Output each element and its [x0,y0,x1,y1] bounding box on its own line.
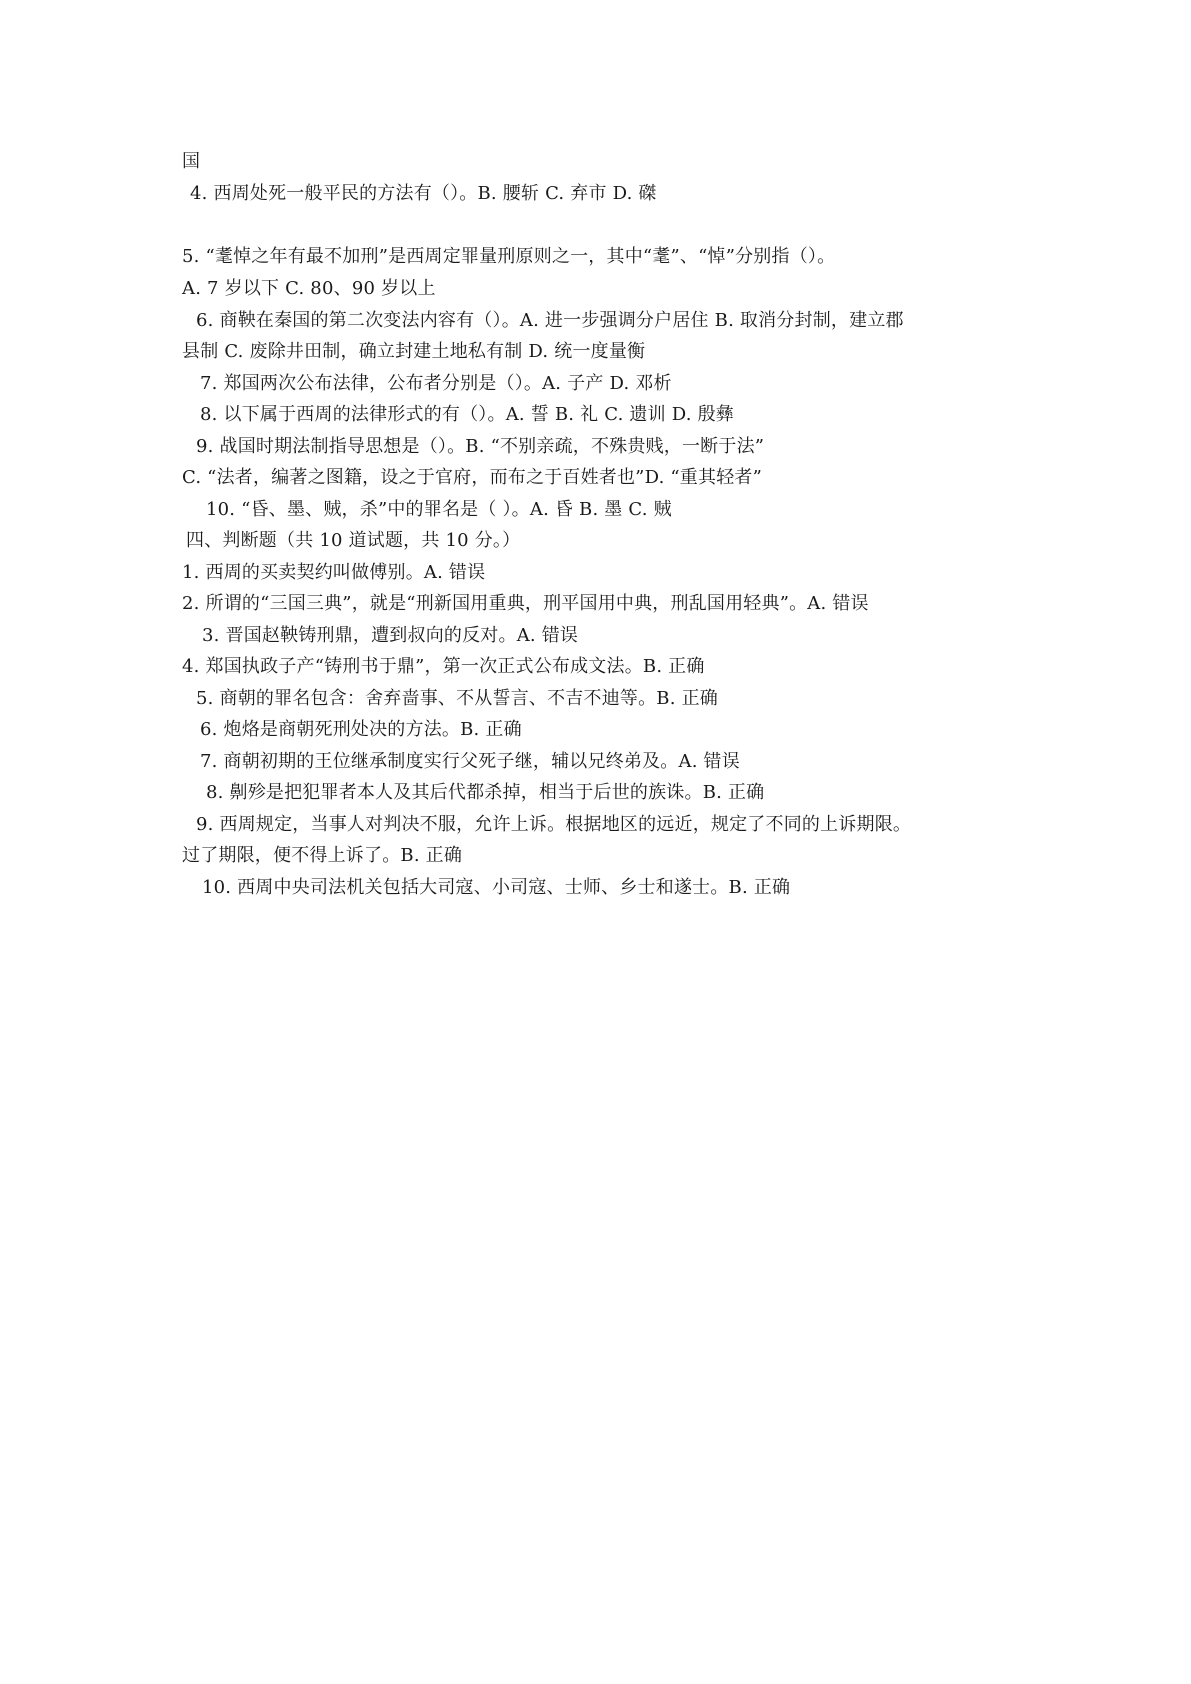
judgment-line: 8. 劓殄是把犯罪者本人及其后代都杀掉，相当于后世的族诛。B. 正确 [206,782,765,803]
question-continuation: C. “法者，编著之图籍，设之于官府，而布之于百姓者也”D. “重其轻者” [182,467,763,488]
section-heading: 四、判断题（共 10 道试题，共 10 分。） [186,530,521,551]
question-line: 10. “昏、墨、贼，杀”中的罪名是（ ）。A. 昏 B. 墨 C. 贼 [206,499,672,520]
judgment-line: 2. 所谓的“三国三典”，就是“刑新国用重典，刑平国用中典，刑乱国用轻典”。A. 错误 [182,593,869,614]
question-line: 6. 商鞅在秦国的第二次变法内容有（）。A. 进一步强调分户居住 B. 取消分封制，建立郡 [196,310,904,331]
judgment-line: 6. 炮烙是商朝死刑处决的方法。B. 正确 [200,719,522,740]
judgment-line: 5. 商朝的罪名包含：舍弃啬事、不从誓言、不吉不迪等。B. 正确 [196,688,718,709]
judgment-line: 9. 西周规定，当事人对判决不服，允许上诉。根据地区的远近，规定了不同的上诉期限。 [196,814,912,835]
question-continuation: 县制 C. 废除井田制，确立封建土地私有制 D. 统一度量衡 [182,341,646,362]
question-line: 7. 郑国两次公布法律，公布者分别是（）。A. 子产 D. 邓析 [200,373,672,394]
judgment-line: 3. 晋国赵鞅铸刑鼎，遭到叔向的反对。A. 错误 [202,625,579,646]
question-line: 9. 战国时期法制指导思想是（）。B. “不别亲疏，不殊贵贱，一断于法” [196,436,765,457]
judgment-line: 10. 西周中央司法机关包括大司寇、小司寇、士师、乡士和遂士。B. 正确 [202,877,791,898]
judgment-line: 7. 商朝初期的王位继承制度实行父死子继，辅以兄终弟及。A. 错误 [200,751,740,772]
question-line: 8. 以下属于西周的法律形式的有（）。A. 誓 B. 礼 C. 遗训 D. 殷彝 [200,404,734,425]
text-line: 国 [182,151,201,172]
answer-line: A. 7 岁以下 C. 80、90 岁以上 [182,278,436,299]
judgment-line: 1. 西周的买卖契约叫做傅别。A. 错误 [182,562,486,583]
judgment-continuation: 过了期限，便不得上诉了。B. 正确 [182,845,463,866]
question-line: 4. 西周处死一般平民的方法有（）。B. 腰斩 C. 弃市 D. 磔 [190,183,657,204]
judgment-line: 4. 郑国执政子产“铸刑书于鼎”，第一次正式公布成文法。B. 正确 [182,656,705,677]
question-line: 5. “耄悼之年有最不加刑”是西周定罪量刑原则之一，其中“耄”、“悼”分别指（）。 [182,246,836,267]
